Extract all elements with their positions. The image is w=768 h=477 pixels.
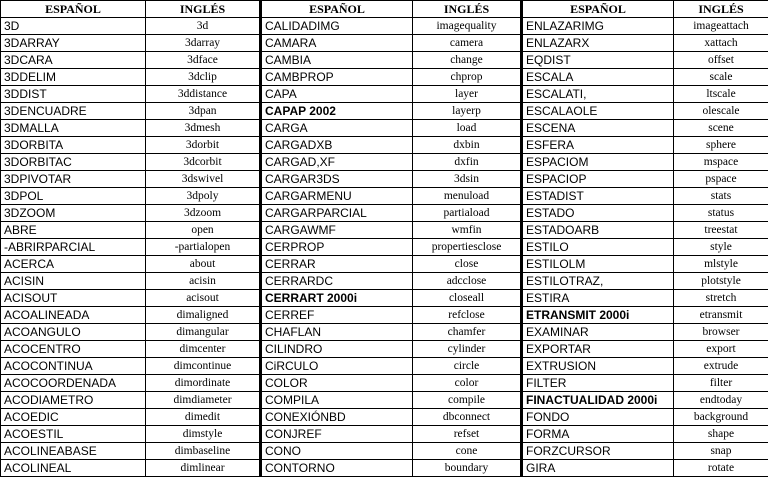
spanish-cmd-3: ESTILO: [522, 239, 674, 256]
spanish-cmd-3: ESCALATI,: [522, 86, 674, 103]
spanish-cmd-1: ACOANGULO: [1, 324, 146, 341]
english-cmd-3: snap: [674, 443, 768, 460]
english-cmd-2: menuload: [413, 188, 522, 205]
spanish-cmd-1: ACOLINEAL: [1, 460, 146, 477]
spanish-cmd-1: ACOALINEADA: [1, 307, 146, 324]
english-cmd-1: dimaligned: [146, 307, 261, 324]
spanish-cmd-3: EXAMINAR: [522, 324, 674, 341]
english-cmd-2: camera: [413, 35, 522, 52]
english-cmd-2: load: [413, 120, 522, 137]
spanish-cmd-2: CAMBPROP: [261, 69, 413, 86]
spanish-cmd-1: 3DDIST: [1, 86, 146, 103]
table-row: [1, 52, 768, 69]
table-row: [1, 409, 768, 426]
english-cmd-3: stretch: [674, 290, 768, 307]
table-row: [1, 324, 768, 341]
spanish-cmd-1: ACERCA: [1, 256, 146, 273]
english-cmd-2: circle: [413, 358, 522, 375]
english-cmd-2: wmfin: [413, 222, 522, 239]
spanish-cmd-2: CONO: [261, 443, 413, 460]
spanish-cmd-3: ENLAZARX: [522, 35, 674, 52]
table-row: [1, 375, 768, 392]
table-row: [1, 18, 768, 35]
english-cmd-1: dimdiameter: [146, 392, 261, 409]
spanish-cmd-2: CONEXIÓNBD: [261, 409, 413, 426]
english-cmd-2: dxfin: [413, 154, 522, 171]
english-cmd-1: 3dmesh: [146, 120, 261, 137]
spanish-cmd-3: ENLAZARIMG: [522, 18, 674, 35]
english-cmd-1: dimlinear: [146, 460, 261, 477]
spanish-cmd-1: 3D: [1, 18, 146, 35]
english-cmd-3: sphere: [674, 137, 768, 154]
english-cmd-2: close: [413, 256, 522, 273]
english-cmd-3: offset: [674, 52, 768, 69]
spanish-cmd-1: 3DPOL: [1, 188, 146, 205]
english-cmd-1: 3dorbit: [146, 137, 261, 154]
english-cmd-1: dimcenter: [146, 341, 261, 358]
spanish-cmd-2: CALIDADIMG: [261, 18, 413, 35]
spanish-cmd-3: ESTADO: [522, 205, 674, 222]
spanish-cmd-2: CONJREF: [261, 426, 413, 443]
english-cmd-3: style: [674, 239, 768, 256]
english-cmd-3: mspace: [674, 154, 768, 171]
spanish-cmd-3: ESPACIOP: [522, 171, 674, 188]
english-cmd-3: xattach: [674, 35, 768, 52]
spanish-cmd-3: ESTIRA: [522, 290, 674, 307]
header-row: [1, 1, 768, 18]
header-spanish-1: ESPAÑOL: [1, 1, 146, 18]
english-cmd-3: olescale: [674, 103, 768, 120]
table-row: [1, 205, 768, 222]
table-row: [1, 171, 768, 188]
spanish-cmd-3: FILTER: [522, 375, 674, 392]
spanish-cmd-2: CHAFLAN: [261, 324, 413, 341]
english-cmd-3: stats: [674, 188, 768, 205]
spanish-cmd-3: ESPACIOM: [522, 154, 674, 171]
spanish-cmd-3: ESTILOTRAZ,: [522, 273, 674, 290]
spanish-cmd-2: CARGAD,XF: [261, 154, 413, 171]
english-cmd-1: 3dclip: [146, 69, 261, 86]
english-cmd-3: scale: [674, 69, 768, 86]
english-cmd-2: refset: [413, 426, 522, 443]
english-cmd-2: refclose: [413, 307, 522, 324]
english-cmd-1: dimedit: [146, 409, 261, 426]
english-cmd-3: pspace: [674, 171, 768, 188]
english-cmd-3: background: [674, 409, 768, 426]
spanish-cmd-2: CARGARPARCIAL: [261, 205, 413, 222]
english-cmd-1: dimangular: [146, 324, 261, 341]
spanish-cmd-2: CAPA: [261, 86, 413, 103]
spanish-cmd-1: ABRE: [1, 222, 146, 239]
english-cmd-2: cylinder: [413, 341, 522, 358]
english-cmd-1: acisout: [146, 290, 261, 307]
spanish-cmd-1: 3DDELIM: [1, 69, 146, 86]
english-cmd-1: 3dzoom: [146, 205, 261, 222]
spanish-cmd-1: ACOCOORDENADA: [1, 375, 146, 392]
english-cmd-1: 3dpoly: [146, 188, 261, 205]
spanish-cmd-3: ESTADOARB: [522, 222, 674, 239]
english-cmd-2: boundary: [413, 460, 522, 477]
spanish-cmd-1: 3DMALLA: [1, 120, 146, 137]
spanish-cmd-3: FONDO: [522, 409, 674, 426]
english-cmd-1: 3ddistance: [146, 86, 261, 103]
english-cmd-1: about: [146, 256, 261, 273]
spanish-cmd-1: ACODIAMETRO: [1, 392, 146, 409]
spanish-cmd-1: 3DARRAY: [1, 35, 146, 52]
spanish-cmd-3: EXPORTAR: [522, 341, 674, 358]
table-row: [1, 137, 768, 154]
spanish-cmd-3: ESFERA: [522, 137, 674, 154]
english-cmd-3: filter: [674, 375, 768, 392]
header-english-3: INGLÉS: [674, 1, 768, 18]
table-row: [1, 358, 768, 375]
english-cmd-3: etransmit: [674, 307, 768, 324]
table-body: [1, 18, 768, 477]
spanish-cmd-2: CILINDRO: [261, 341, 413, 358]
english-cmd-2: adcclose: [413, 273, 522, 290]
spanish-cmd-1: ACISOUT: [1, 290, 146, 307]
spanish-cmd-2: CONTORNO: [261, 460, 413, 477]
english-cmd-1: 3dface: [146, 52, 261, 69]
english-cmd-2: partiaload: [413, 205, 522, 222]
english-cmd-2: color: [413, 375, 522, 392]
table-row: [1, 69, 768, 86]
spanish-cmd-1: 3DENCUADRE: [1, 103, 146, 120]
spanish-cmd-2: COMPILA: [261, 392, 413, 409]
spanish-cmd-3: ESCENA: [522, 120, 674, 137]
spanish-cmd-3: EQDIST: [522, 52, 674, 69]
spanish-cmd-2: CARGAR3DS: [261, 171, 413, 188]
spanish-cmd-2: CARGA: [261, 120, 413, 137]
header-english-1: INGLÉS: [146, 1, 261, 18]
english-cmd-3: export: [674, 341, 768, 358]
spanish-cmd-2: CAMBIA: [261, 52, 413, 69]
english-cmd-3: status: [674, 205, 768, 222]
english-cmd-1: acisin: [146, 273, 261, 290]
spanish-cmd-2: CERPROP: [261, 239, 413, 256]
spanish-cmd-3: FINACTUALIDAD 2000i: [522, 392, 674, 409]
english-cmd-1: dimbaseline: [146, 443, 261, 460]
table-row: [1, 392, 768, 409]
spanish-cmd-3: FORMA: [522, 426, 674, 443]
english-cmd-1: 3dcorbit: [146, 154, 261, 171]
english-cmd-1: open: [146, 222, 261, 239]
header-spanish-3: ESPAÑOL: [522, 1, 674, 18]
table-row: [1, 307, 768, 324]
english-cmd-2: layer: [413, 86, 522, 103]
english-cmd-2: cone: [413, 443, 522, 460]
english-cmd-2: compile: [413, 392, 522, 409]
english-cmd-3: endtoday: [674, 392, 768, 409]
spanish-cmd-2: CERRART 2000i: [261, 290, 413, 307]
english-cmd-2: imagequality: [413, 18, 522, 35]
table-row: [1, 86, 768, 103]
spanish-cmd-2: CiRCULO: [261, 358, 413, 375]
spanish-cmd-1: ACOLINEABASE: [1, 443, 146, 460]
english-cmd-3: treestat: [674, 222, 768, 239]
header-english-2: INGLÉS: [413, 1, 522, 18]
spanish-cmd-1: ACOEDIC: [1, 409, 146, 426]
table-row: [1, 426, 768, 443]
english-cmd-2: closeall: [413, 290, 522, 307]
spanish-cmd-1: 3DPIVOTAR: [1, 171, 146, 188]
spanish-cmd-2: COLOR: [261, 375, 413, 392]
english-cmd-2: 3dsin: [413, 171, 522, 188]
table-row: [1, 239, 768, 256]
english-cmd-3: extrude: [674, 358, 768, 375]
spanish-cmd-3: ESTADIST: [522, 188, 674, 205]
english-cmd-1: dimordinate: [146, 375, 261, 392]
header-spanish-2: ESPAÑOL: [261, 1, 413, 18]
english-cmd-1: dimcontinue: [146, 358, 261, 375]
spanish-cmd-2: CERRAR: [261, 256, 413, 273]
spanish-cmd-3: ESCALAOLE: [522, 103, 674, 120]
spanish-cmd-2: CARGARMENU: [261, 188, 413, 205]
english-cmd-1: 3darray: [146, 35, 261, 52]
spanish-cmd-1: 3DORBITA: [1, 137, 146, 154]
english-cmd-3: shape: [674, 426, 768, 443]
table-row: [1, 341, 768, 358]
english-cmd-3: ltscale: [674, 86, 768, 103]
spanish-cmd-1: ACISIN: [1, 273, 146, 290]
spanish-cmd-3: GIRA: [522, 460, 674, 477]
english-cmd-1: 3d: [146, 18, 261, 35]
table-row: [1, 154, 768, 171]
english-cmd-1: 3dpan: [146, 103, 261, 120]
table-row: [1, 120, 768, 137]
english-cmd-3: mlstyle: [674, 256, 768, 273]
english-cmd-3: imageattach: [674, 18, 768, 35]
spanish-cmd-1: 3DZOOM: [1, 205, 146, 222]
spanish-cmd-1: 3DCARA: [1, 52, 146, 69]
english-cmd-2: layerp: [413, 103, 522, 120]
spanish-cmd-3: ESCALA: [522, 69, 674, 86]
english-cmd-3: rotate: [674, 460, 768, 477]
spanish-cmd-2: CAMARA: [261, 35, 413, 52]
spanish-cmd-2: CERRARDC: [261, 273, 413, 290]
spanish-cmd-1: -ABRIRPARCIAL: [1, 239, 146, 256]
english-cmd-1: dimstyle: [146, 426, 261, 443]
spanish-cmd-2: CAPAP 2002: [261, 103, 413, 120]
spanish-cmd-2: CERREF: [261, 307, 413, 324]
english-cmd-3: plotstyle: [674, 273, 768, 290]
spanish-cmd-1: ACOCONTINUA: [1, 358, 146, 375]
spanish-cmd-1: 3DORBITAC: [1, 154, 146, 171]
table-row: [1, 222, 768, 239]
english-cmd-2: chprop: [413, 69, 522, 86]
english-cmd-2: dxbin: [413, 137, 522, 154]
english-cmd-2: propertiesclose: [413, 239, 522, 256]
spanish-cmd-3: EXTRUSION: [522, 358, 674, 375]
english-cmd-2: change: [413, 52, 522, 69]
english-cmd-1: -partialopen: [146, 239, 261, 256]
table-row: [1, 460, 768, 477]
table-row: [1, 103, 768, 120]
table-row: [1, 188, 768, 205]
table-row: [1, 443, 768, 460]
spanish-cmd-1: ACOCENTRO: [1, 341, 146, 358]
english-cmd-3: scene: [674, 120, 768, 137]
spanish-cmd-3: ETRANSMIT 2000i: [522, 307, 674, 324]
spanish-cmd-3: FORZCURSOR: [522, 443, 674, 460]
spanish-cmd-2: CARGADXB: [261, 137, 413, 154]
table-row: [1, 35, 768, 52]
english-cmd-3: browser: [674, 324, 768, 341]
table-row: [1, 290, 768, 307]
table-row: [1, 256, 768, 273]
spanish-cmd-3: ESTILOLM: [522, 256, 674, 273]
english-cmd-2: dbconnect: [413, 409, 522, 426]
spanish-cmd-2: CARGAWMF: [261, 222, 413, 239]
english-cmd-1: 3dswivel: [146, 171, 261, 188]
spanish-cmd-1: ACOESTIL: [1, 426, 146, 443]
english-cmd-2: chamfer: [413, 324, 522, 341]
table-row: [1, 273, 768, 290]
